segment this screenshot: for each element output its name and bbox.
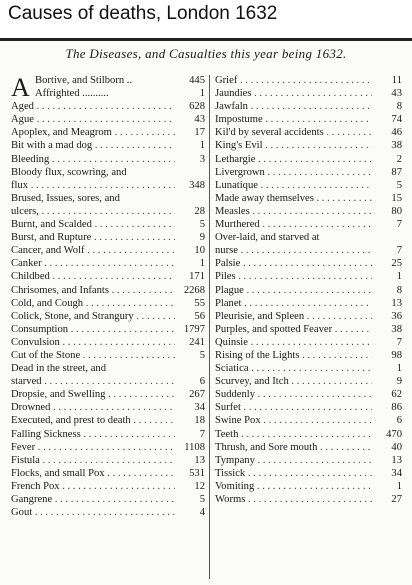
- cause-row: [11, 441, 205, 454]
- death-count: 87: [372, 166, 402, 179]
- cause-label: Affrighted ..........: [35, 88, 109, 100]
- cause-label: Worms . . .: [215, 493, 372, 506]
- cause-row: [215, 323, 402, 336]
- death-count: 25: [372, 257, 402, 270]
- cause-label: Lunatique . . .: [215, 179, 372, 192]
- death-count: 18: [175, 414, 205, 427]
- cause-row: [11, 414, 205, 427]
- cause-label: Dropsie, and Swelling . . .: [11, 388, 175, 401]
- cause-label: Pleurisie, and Spleen . . .: [215, 310, 372, 323]
- cause-row: [215, 401, 402, 414]
- page-heading: Causes of deaths, London 1632: [8, 3, 278, 24]
- cause-label: Bloody flux, scowring, and: [11, 166, 127, 178]
- death-count: 5: [175, 349, 205, 362]
- cause-label: Livergrown . . .: [215, 166, 372, 179]
- cause-row: [11, 506, 205, 519]
- cause-label: Dead in the street, and: [11, 363, 107, 375]
- cause-label: Bleeding . . .: [11, 153, 175, 166]
- cause-row: [11, 231, 205, 244]
- cause-label: Falling Sickness . . .: [11, 428, 175, 441]
- cause-label: Grief . . .: [215, 74, 372, 87]
- cause-label: Convulsion . . .: [11, 336, 175, 349]
- cause-label: nurse . . .: [215, 244, 372, 257]
- cause-label: French Pox . . .: [11, 480, 175, 493]
- cause-label: Piles . . .: [215, 270, 372, 283]
- death-count: 1: [372, 480, 402, 493]
- cause-row: [11, 388, 205, 401]
- cause-label: Planet . . .: [215, 297, 372, 310]
- cause-label: Consumption . . .: [11, 323, 175, 336]
- death-count: 348: [175, 179, 205, 192]
- cause-label: Canker . . .: [11, 257, 175, 270]
- cause-label: Gangrene . . .: [11, 493, 175, 506]
- cause-label: Fever . . .: [11, 441, 175, 454]
- cause-row: [215, 100, 402, 113]
- cause-row: [215, 414, 402, 427]
- death-count: 6: [175, 375, 205, 388]
- cause-row: [11, 454, 205, 467]
- death-count: 15: [372, 192, 402, 205]
- left-column: [11, 74, 205, 519]
- death-count: 470: [372, 428, 402, 441]
- cause-row: [215, 192, 402, 205]
- death-count: 7: [372, 336, 402, 349]
- death-count: 74: [372, 113, 402, 126]
- death-count: 267: [175, 388, 205, 401]
- cause-row: [215, 297, 402, 310]
- cause-label: Aged . . .: [11, 100, 175, 113]
- cause-label: Chrisomes, and Infants . . .: [11, 284, 175, 297]
- cause-row: [11, 467, 205, 480]
- death-count: 10: [175, 244, 205, 257]
- table-subtitle: The Diseases, and Casualties this year being 1632.: [65, 46, 347, 61]
- death-count: 28: [175, 205, 205, 218]
- cause-label: Thrush, and Sore mouth . . .: [215, 441, 372, 454]
- death-count: 3: [175, 153, 205, 166]
- cause-label: Jaundies . . .: [215, 87, 372, 100]
- cause-label: Gout . . .: [11, 506, 175, 519]
- death-count: 38: [372, 323, 402, 336]
- cause-label: Jawfaln . . .: [215, 100, 372, 113]
- cause-label: Impostume . . .: [215, 113, 372, 126]
- cause-label: King's Evil . . .: [215, 139, 372, 152]
- death-count: 13: [372, 454, 402, 467]
- cause-label: Flocks, and small Pox . . .: [11, 467, 175, 480]
- cause-label: Brused, Issues, sores, and: [11, 192, 120, 204]
- cause-row: [11, 218, 205, 231]
- cause-row: [215, 74, 402, 87]
- death-count: 7: [372, 218, 402, 231]
- cause-row: [11, 244, 205, 257]
- cause-label: flux . . .: [11, 179, 175, 192]
- cause-label: Cancer, and Wolf . . .: [11, 244, 175, 257]
- cause-row: [11, 323, 205, 336]
- death-count: 80: [372, 205, 402, 218]
- cause-row: [11, 166, 205, 192]
- death-count: 9: [175, 231, 205, 244]
- cause-label: Colick, Stone, and Strangury . . .: [11, 310, 175, 323]
- death-count: 56: [175, 310, 205, 323]
- death-count: 7: [372, 244, 402, 257]
- death-count: 2268: [175, 284, 205, 297]
- cause-row: [215, 139, 402, 152]
- death-count: 34: [372, 467, 402, 480]
- cause-row: [11, 297, 205, 310]
- death-count: 36: [372, 310, 402, 323]
- death-count: 11: [372, 74, 402, 87]
- death-count: 12: [175, 480, 205, 493]
- cause-row: [215, 428, 402, 441]
- cause-label: Bortive, and Stilborn ..: [35, 75, 133, 86]
- death-count: 40: [372, 441, 402, 454]
- cause-row: [215, 87, 402, 100]
- cause-row: [215, 336, 402, 349]
- cause-label: Burnt, and Scalded . . .: [11, 218, 175, 231]
- cause-row: [215, 493, 402, 506]
- death-count: 46: [372, 126, 402, 139]
- cause-row: [215, 179, 402, 192]
- cause-row: [215, 310, 402, 323]
- cause-row: [11, 310, 205, 323]
- cause-row: [11, 493, 205, 506]
- death-count: 34: [175, 401, 205, 414]
- death-count: 1: [175, 257, 205, 270]
- death-count: 1797: [175, 323, 205, 336]
- cause-label: Cut of the Stone . . .: [11, 349, 175, 362]
- cause-row: [215, 362, 402, 375]
- cause-row: [215, 454, 402, 467]
- death-count: 17: [175, 126, 205, 139]
- cause-row: [215, 375, 402, 388]
- death-count: 5: [175, 218, 205, 231]
- death-count: 628: [175, 100, 205, 113]
- cause-row: [11, 270, 205, 283]
- cause-row: [215, 257, 402, 270]
- cause-row: [11, 100, 205, 113]
- cause-row: [11, 113, 205, 126]
- column-divider: [209, 75, 210, 579]
- cause-row: [11, 336, 205, 349]
- cause-row: [11, 74, 205, 100]
- cause-row: [11, 192, 205, 218]
- cause-row: [11, 284, 205, 297]
- death-count: 241: [175, 336, 205, 349]
- cause-label: Scurvey, and Itch . . .: [215, 375, 372, 388]
- death-count: 171: [175, 270, 205, 283]
- drop-cap-letter: A: [11, 73, 30, 102]
- cause-label: Ague . . .: [11, 113, 175, 126]
- cause-label: Quinsie . . .: [215, 336, 372, 349]
- death-count: 1: [175, 87, 205, 100]
- death-count: 1: [175, 139, 205, 152]
- death-count: 1: [372, 362, 402, 375]
- cause-row: [11, 401, 205, 414]
- death-count: 43: [372, 87, 402, 100]
- cause-row: [215, 270, 402, 283]
- death-count: 8: [372, 284, 402, 297]
- cause-row: [11, 480, 205, 493]
- cause-label: Measles . . .: [215, 205, 372, 218]
- bill-of-mortality-page: [0, 41, 412, 585]
- cause-row: [215, 349, 402, 362]
- death-count: 86: [372, 401, 402, 414]
- cause-row: [215, 467, 402, 480]
- death-count: 43: [175, 113, 205, 126]
- cause-label: Apoplex, and Meagrom . . .: [11, 126, 175, 139]
- cause-label: Fistula . . .: [11, 454, 175, 467]
- cause-label: Rising of the Lights . . .: [215, 349, 372, 362]
- cause-row: [215, 231, 402, 257]
- cause-label: Sciatica . . .: [215, 362, 372, 375]
- cause-label: Over-laid, and starved at: [215, 232, 320, 244]
- cause-row: [215, 218, 402, 231]
- cause-label: Executed, and prest to death . . .: [11, 414, 175, 427]
- cause-label: Murthered . . .: [215, 218, 372, 231]
- cause-label: Swine Pox . . .: [215, 414, 372, 427]
- death-count: 5: [372, 179, 402, 192]
- cause-row: [11, 126, 205, 139]
- cause-row: [11, 153, 205, 166]
- right-column: [215, 74, 402, 506]
- death-count: 1108: [175, 441, 205, 454]
- cause-row: [215, 166, 402, 179]
- cause-label: Drowned . . .: [11, 401, 175, 414]
- death-count: 7: [175, 428, 205, 441]
- cause-row: [215, 113, 402, 126]
- death-count: 13: [372, 297, 402, 310]
- cause-label: Childbed . . .: [11, 270, 175, 283]
- cause-label: Cold, and Cough . . .: [11, 297, 175, 310]
- death-count: 9: [372, 375, 402, 388]
- cause-label: Vomiting . . .: [215, 480, 372, 493]
- cause-label: Palsie . . .: [215, 257, 372, 270]
- cause-row: [215, 126, 402, 139]
- death-count: 6: [372, 414, 402, 427]
- cause-label: Tissick . . .: [215, 467, 372, 480]
- death-count: 2: [372, 153, 402, 166]
- death-count: 5: [175, 493, 205, 506]
- death-count: 38: [372, 139, 402, 152]
- death-count: 1: [372, 270, 402, 283]
- death-count: 531: [175, 467, 205, 480]
- cause-label: Lethargie . . .: [215, 153, 372, 166]
- cause-label: ulcers, . . .: [11, 205, 175, 218]
- cause-row: [11, 362, 205, 388]
- cause-label: Teeth . . .: [215, 428, 372, 441]
- cause-label: Suddenly . . .: [215, 388, 372, 401]
- cause-label: Surfet . . .: [215, 401, 372, 414]
- death-count: 445: [175, 74, 205, 87]
- cause-row: [215, 388, 402, 401]
- cause-label: Made away themselves . . .: [215, 192, 372, 205]
- cause-label: Purples, and spotted Feaver . . .: [215, 323, 372, 336]
- cause-row: [215, 284, 402, 297]
- cause-label: Plague . . .: [215, 284, 372, 297]
- cause-label: Tympany . . .: [215, 454, 372, 467]
- cause-row: [215, 441, 402, 454]
- cause-row: [11, 349, 205, 362]
- death-count: 62: [372, 388, 402, 401]
- cause-label: Burst, and Rupture . . .: [11, 231, 175, 244]
- death-count: 13: [175, 454, 205, 467]
- cause-label: Bit with a mad dog . . .: [11, 139, 175, 152]
- cause-row: [11, 257, 205, 270]
- death-count: 8: [372, 100, 402, 113]
- cause-row: [11, 139, 205, 152]
- death-count: 98: [372, 349, 402, 362]
- death-count: 27: [372, 493, 402, 506]
- death-count: 55: [175, 297, 205, 310]
- cause-label: Kil'd by several accidents . . .: [215, 126, 372, 139]
- cause-row: [215, 153, 402, 166]
- cause-label: starved . . .: [11, 375, 175, 388]
- cause-row: [11, 428, 205, 441]
- cause-row: [215, 205, 402, 218]
- cause-row: [215, 480, 402, 493]
- death-count: 4: [175, 506, 205, 519]
